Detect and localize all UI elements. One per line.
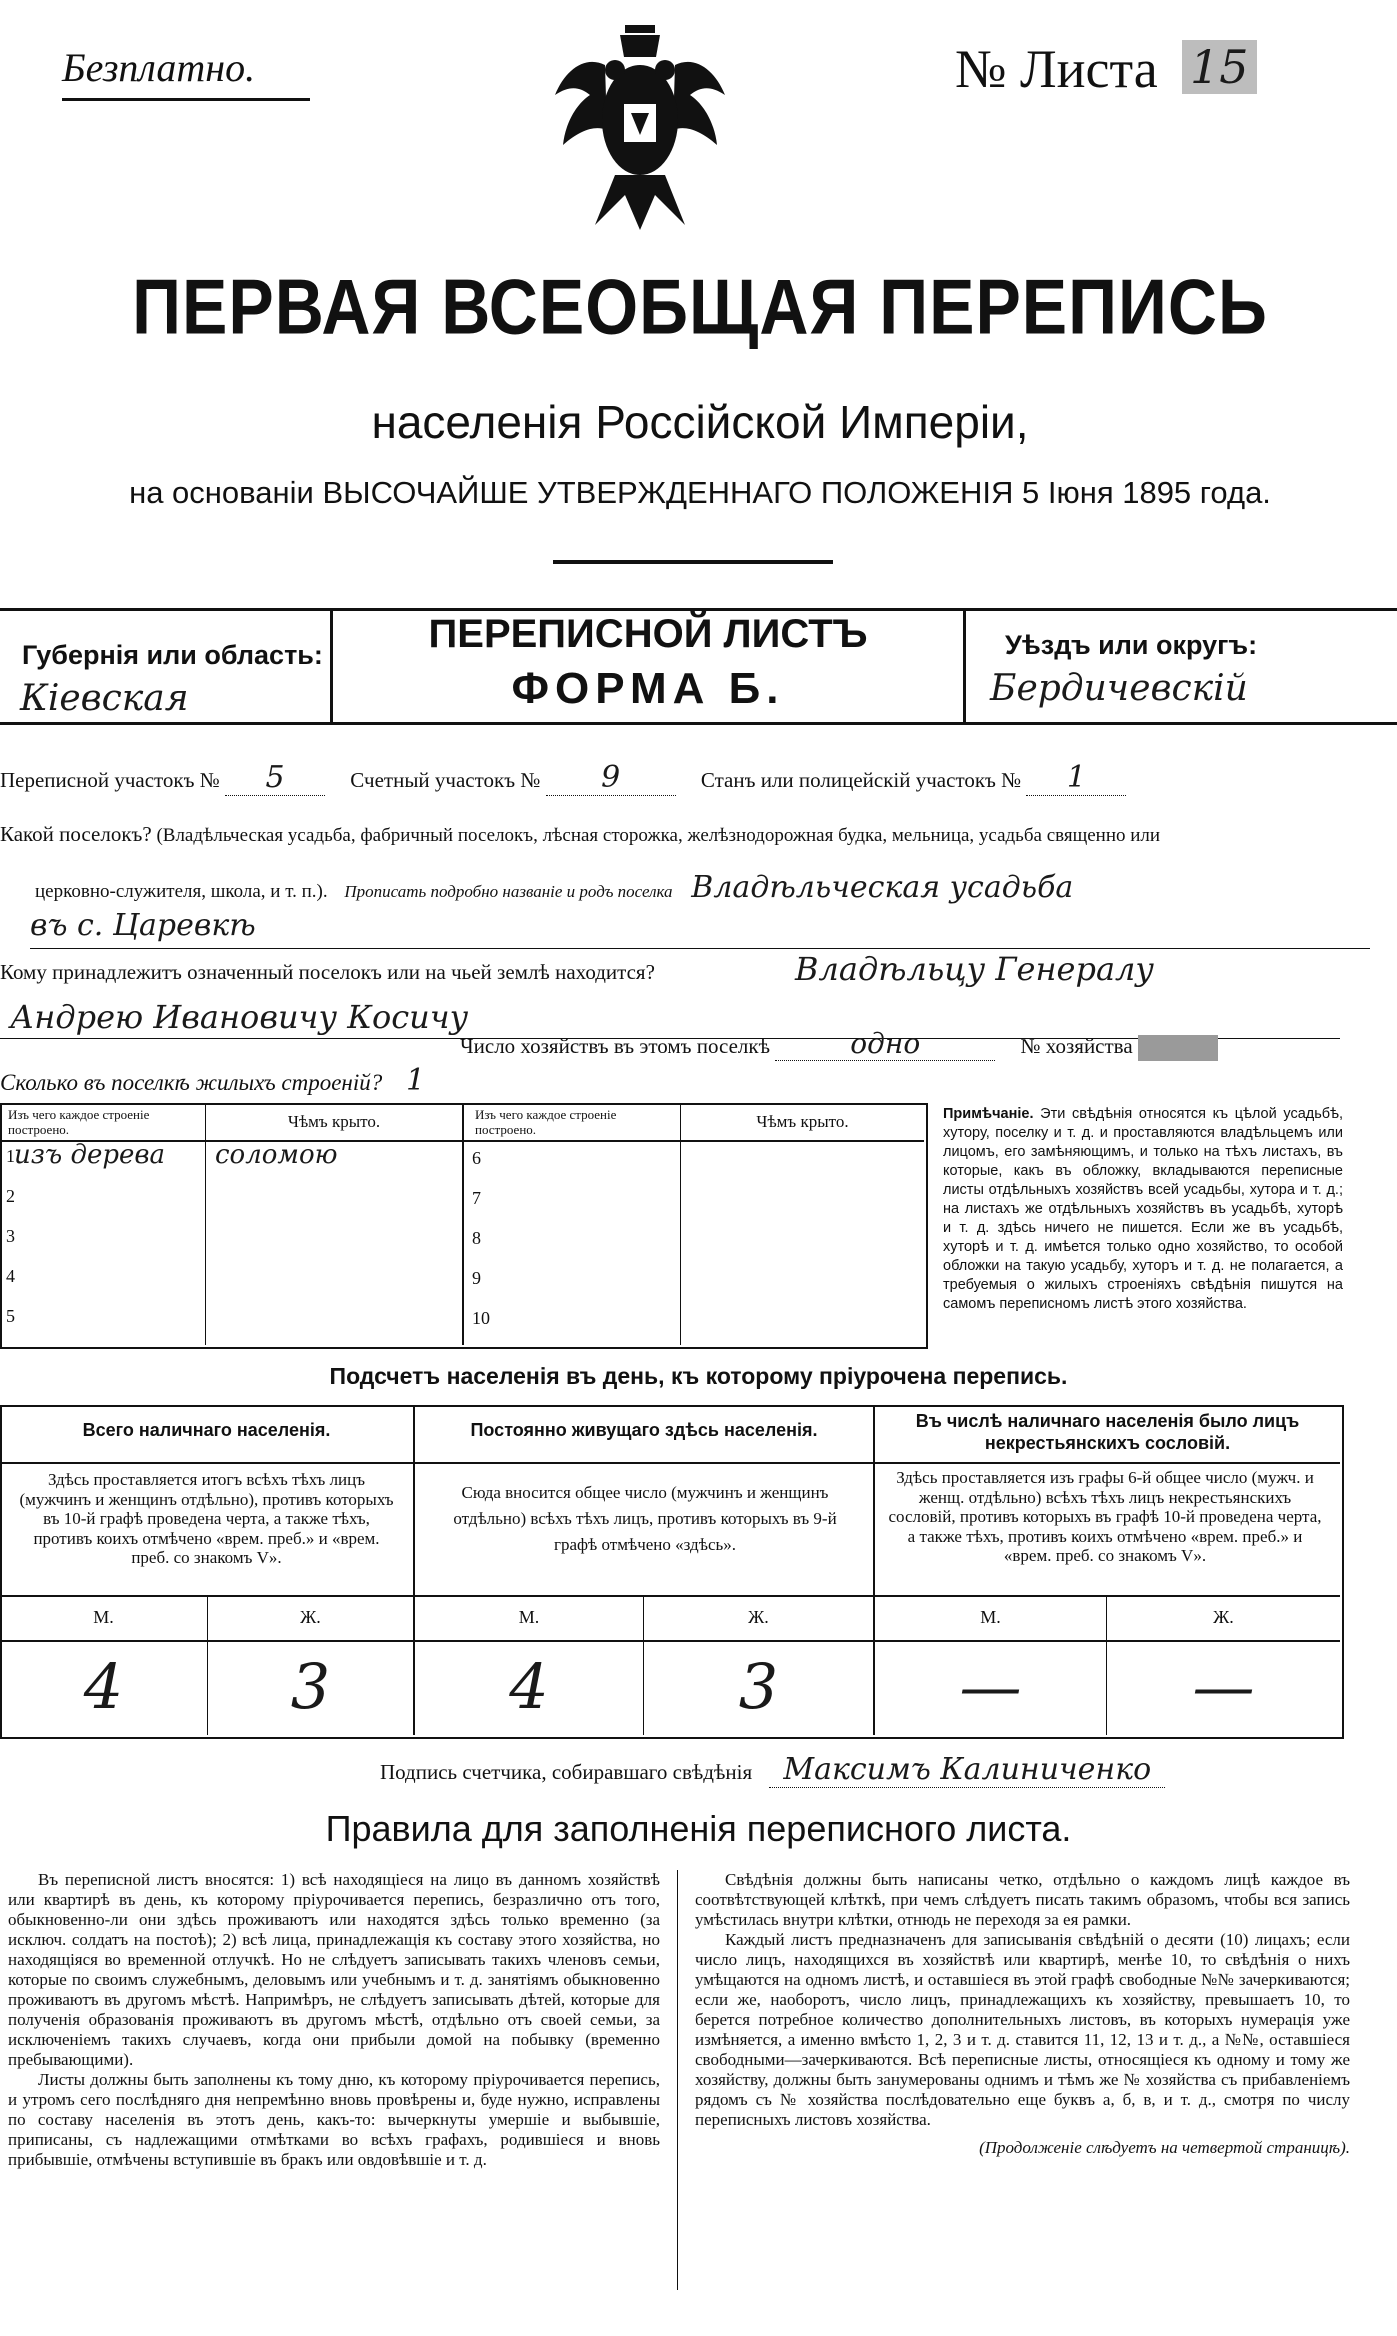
pop-value-nonpeasant-m: — — [959, 1650, 1022, 1723]
buildings-row-number: 3 — [6, 1226, 15, 1246]
note-text: Эти свѣдѣнія относятся къ цѣлой усадьбѣ, хутору, поселку и т. д. и проставляются владѣльцемъ или лицомъ, его замѣняющимъ, и только на тѣхъ листахъ, въ которые, какъ въ обложку, вкладываются переписные листы отдѣльныхъ хозяйствъ всей усадьбы, хутора и т. д.; на листахъ же отдѣльныхъ хозяйствъ въ усадьбѣ, хуторѣ и т. д. здѣсь ничего не пишется. Если же въ усадьбѣ, хуторѣ и т. д. имѣется только одно хозяйство, то особой обложки на такую усадьбу, хуторъ и т. д. не полагается, а требуемыя о жилыхъ строеніяхъ свѣдѣнія пишутся на самомъ переписномъ листѣ этого хозяйства. — [943, 1106, 1343, 1312]
household-number-box — [1138, 1035, 1218, 1061]
pop-col3-title: Въ числѣ наличнаго населенія было лицъ некрестьянскихъ сословій. — [915, 1411, 1300, 1453]
rules-right-para-2: Каждый листъ предназначенъ для записыванія свѣдѣній о десяти (10) лицахъ; если число лицъ, находящихся въ хозяйствѣ или квартирѣ, менѣе 10, то свѣдѣнія о нихъ умѣщаются на одномъ листѣ, и оставшіеся въ этой графѣ свободные №№ зачеркиваются; если же, наоборотъ, число лицъ, принадлежащихъ къ хозяйству, превышаетъ 10, то берется потребное количество дополнительныхъ листовъ, въ которыхъ нумерація уже измѣняется, а именно вмѣсто 1, 2, 3 и т. д. ставится 11, 12, 13 и т. д., а №№, оставшіеся свободными—зачеркиваются. Всѣ переписные листы, относящіеся къ одному и тому же хозяйству, должны быть занумерованы однимъ и тѣмъ же № хозяйства съ прибавленіемъ рядомъ съ № хозяйства послѣдовательно еще буквъ а, б, в, и т. д., смотря по числу переписныхъ листовъ хозяйства. — [695, 1930, 1350, 2129]
buildings-label: Сколько въ поселкѣ жилыхъ строеній? — [0, 1070, 383, 1095]
settlement-question-row — [0, 822, 1390, 847]
pop-m-3: М. — [980, 1607, 1001, 1627]
pop-zh-2: Ж. — [748, 1607, 769, 1627]
pop-col2-title: Постоянно живущаго здѣсь населенія. — [470, 1420, 818, 1440]
pop-title-rule — [0, 1462, 1340, 1464]
buildings-col-roof-left: Чѣмъ крыто. — [287, 1112, 381, 1131]
pop-value-resident-zh: 3 — [738, 1650, 779, 1723]
rules-title: Правила для заполненія переписного листа. — [325, 1808, 1072, 1849]
stan-label: Станъ или полицейскій участокъ № — [700, 768, 1022, 792]
pop-value-total-m: 4 — [83, 1650, 124, 1723]
pop-mzh-rule — [0, 1640, 1340, 1642]
buildings-col-material-right: Изъ чего каждое строеніе построено. — [475, 1107, 617, 1137]
note-label: Примѣчаніе. — [943, 1106, 1034, 1122]
settlement-value-2-underline — [30, 948, 1370, 949]
gubernia-label: Губернія или область: — [22, 640, 323, 670]
form-title: ФОРМА Б. — [511, 664, 785, 713]
buildings-row-number: 9 — [472, 1268, 481, 1288]
pop-zh-3: Ж. — [1213, 1607, 1234, 1627]
signature-value: Максимъ Калиниченко — [769, 1752, 1165, 1788]
count-precinct-value: 9 — [546, 760, 676, 796]
rules-left-column — [8, 1870, 660, 2170]
households-label: Число хозяйствъ въ этомъ поселкѣ — [460, 1034, 770, 1058]
header-divider — [553, 560, 833, 564]
household-number-label: № хозяйства — [1020, 1034, 1133, 1058]
settlement-hint-3: Прописать подробно названіе и родъ поселка — [344, 882, 673, 901]
households-value: одно — [775, 1027, 995, 1061]
count-precinct-label: Счетный участокъ № — [350, 768, 541, 792]
page-subtitle: населенія Россійской Имперіи, — [371, 396, 1029, 448]
sheet-number-label: № Листа — [955, 39, 1158, 99]
coat-of-arms-icon — [545, 25, 735, 235]
pop-col1-title: Всего наличнаго населенія. — [82, 1420, 331, 1440]
settlement-hint: (Владѣльческая усадьба, фабричный поселокъ, лѣсная сторожка, желѣзнодорожная будка, мельница, усадьба священно или — [156, 825, 1161, 846]
settlement-hint-row — [35, 870, 1375, 905]
rules-continued: (Продолженіе слѣдуетъ на четвертой страницѣ). — [979, 2138, 1350, 2157]
stan-value: 1 — [1026, 760, 1126, 796]
buildings-row-number: 5 — [6, 1306, 15, 1326]
buildings-row-number: 4 — [6, 1266, 15, 1286]
gubernia-value: Кіевская — [20, 678, 189, 719]
buildings-col-material-left: Изъ чего каждое строеніе построено. — [8, 1107, 150, 1137]
rules-left-para-2: Листы должны быть заполнены къ тому дню, къ которому пріурочивается перепись, и утромъ сего послѣдняго дня непремѣнно вновь провѣрены и, буде нужно, исправлены по составу населенія въ этотъ день, какъ-то: вычеркнуты умершіе и выбывшіе, приписаны, съ надлежащими отмѣтками во всѣхъ графахъ, родившіеся и вновь прибывшіе, отмѣчены вступившіе въ бракъ или овдовѣвшіе и т. д. — [8, 2070, 660, 2169]
page-basis: на основаніи ВЫСОЧАЙШЕ УТВЕРЖДЕННАГО ПОЛОЖЕНІЯ 5 Іюня 1895 года. — [129, 475, 1271, 510]
free-underline — [62, 98, 310, 101]
buildings-value: 1 — [405, 1063, 426, 1098]
census-precinct-value: 5 — [225, 760, 325, 796]
precinct-line — [0, 760, 1397, 796]
buildings-row — [0, 1063, 425, 1098]
buildings-row-material: изъ дерева — [14, 1140, 166, 1170]
buildings-row-number: 10 — [472, 1308, 490, 1328]
buildings-row-number: 2 — [6, 1186, 15, 1206]
population-heading: Подсчетъ населенія въ день, къ которому пріурочена перепись. — [329, 1363, 1068, 1389]
free-label: Безплатно. — [62, 45, 256, 90]
form-right-divider — [963, 608, 966, 723]
owner-question: Кому принадлежитъ означенный поселокъ или на чьей землѣ находится? — [0, 960, 655, 984]
settlement-value: Владѣльческая усадьба — [691, 870, 1074, 905]
settlement-value-2: въ с. Царевкѣ — [30, 908, 256, 943]
form-bottom-rule — [0, 722, 1397, 725]
buildings-row-number: 1 — [6, 1146, 15, 1166]
owner-value-2: Андрею Ивановичу Косичу — [10, 998, 469, 1036]
owner-value: Владѣльцу Генералу — [795, 950, 1154, 988]
pop-text-rule — [0, 1595, 1340, 1597]
settlement-hint-2: церковно-служителя, школа, и т. п.). — [35, 881, 328, 902]
buildings-col-roof-right: Чѣмъ крыто. — [756, 1112, 849, 1131]
buildings-table-col-left — [205, 1103, 206, 1345]
pop-col2-text: Сюда вносится общее число (мужчинъ и женщинъ отдѣльно) всѣхъ тѣхъ лицъ, противъ которыхъ въ 9-й графѣ отмѣчено «здѣсь». — [453, 1483, 837, 1554]
signature-row — [380, 1752, 1165, 1788]
buildings-table-col-right — [680, 1103, 681, 1345]
buildings-row-number: 6 — [472, 1148, 481, 1168]
pop-value-resident-m: 4 — [509, 1650, 549, 1723]
pop-m-2: М. — [518, 1607, 540, 1627]
rules-column-divider — [677, 1870, 678, 2290]
pop-zh-1: Ж. — [300, 1607, 321, 1627]
sheet-number-value: 15 — [1182, 40, 1257, 94]
uezd-label: Уѣздъ или округъ: — [1005, 630, 1258, 660]
pop-m-1: М. — [93, 1607, 114, 1627]
pop-value-nonpeasant-zh: — — [1192, 1650, 1255, 1723]
census-precinct-label: Переписной участокъ № — [0, 768, 220, 792]
buildings-row-roof: соломою — [215, 1140, 338, 1170]
rules-left-para-1: Въ переписной листъ вносятся: 1) всѣ находящіеся на лицо въ данномъ хозяйствѣ или квартирѣ въ день, къ которому пріурочивается перепись, безразлично отъ того, обыкновенно-ли они здѣсь проживаютъ или находятся здѣсь только временно (за исключ. солдатъ на постоѣ); 2) всѣ лица, принадлежащія къ составу этого хозяйства, но находящіяся во временной отлучкѣ. Но не слѣдуетъ записывать такихъ членовъ семьи, которые по своимъ служебнымъ, деловымъ или учебнымъ и т. д. занятіямъ обыкновенно проживаютъ въ другомъ мѣстѣ. Напримѣръ, не слѣдуетъ записывать дѣтей, которые для полученія образованія проживаютъ въ другомъ мѣстѣ, отдѣльно отъ своей семьи, за исключеніемъ такихъ случаевъ, когда они прибыли домой на побывку (временно пребывающими). — [8, 1870, 660, 2069]
signature-label: Подпись счетчика, собиравшаго свѣдѣнія — [380, 1760, 753, 1784]
pop-value-total-zh: 3 — [290, 1650, 331, 1723]
uezd-value: Бердичевскій — [990, 668, 1248, 709]
page-title: ПЕРВАЯ ВСЕОБЩАЯ ПЕРЕПИСЬ — [132, 263, 1268, 351]
rules-right-column — [695, 1870, 1350, 2158]
pop-col1-text: Здѣсь проставляется итогъ всѣхъ тѣхъ лицъ (мужчинъ и женщинъ отдѣльно), противъ которыхъ въ 10-й графѣ проведена черта, а также тѣхъ, противъ коихъ отмѣчено «врем. преб.» и «врем. преб. со знакомъ V». — [19, 1470, 394, 1567]
buildings-row-number: 8 — [472, 1228, 481, 1248]
list-title: ПЕРЕПИСНОЙ ЛИСТЪ — [428, 612, 868, 656]
form-top-rule — [0, 608, 1397, 611]
buildings-row-number: 7 — [472, 1188, 481, 1208]
settlement-question: Какой поселокъ? — [0, 822, 152, 846]
households-row — [460, 1027, 1218, 1061]
note-block — [943, 1105, 1343, 1314]
pop-col3-text: Здѣсь проставляется изъ графы 6-й общее число (мужч. и женщ. отдѣльно) всѣхъ тѣхъ лицъ некрестьянскихъ сословій, противъ которыхъ въ графѣ 10-й проведена черта, а также тѣхъ, противъ коихъ отмѣчено «врем. преб.» и «врем. преб. со знакомъ V». — [888, 1468, 1322, 1565]
rules-right-para-1: Свѣдѣнія должны быть написаны четко, отдѣльно о каждомъ лицѣ каждое въ соотвѣтствующей клѣткѣ, при чемъ слѣдуетъ писать такимъ образомъ, чтобы вся запись умѣстилась внутри клѣтки, отнюдь не переходя за ея рамки. — [695, 1870, 1350, 1929]
